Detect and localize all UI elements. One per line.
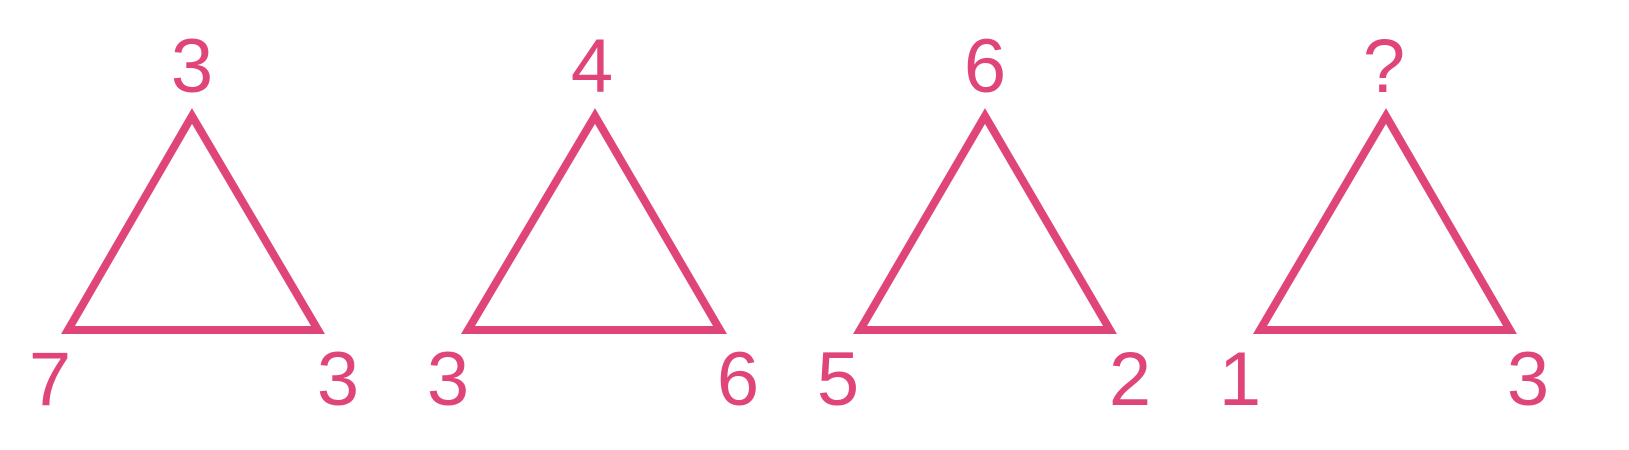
triangle-3 [860, 116, 1110, 330]
triangle-3-right-number: 2 [1108, 337, 1152, 422]
triangle-group-1 [29, 24, 359, 422]
triangle-group-2 [427, 24, 759, 422]
triangle-group-4 [1219, 24, 1549, 422]
triangle-group-3 [817, 24, 1151, 422]
triangle-4 [1260, 116, 1510, 330]
triangle-3-top-number: 6 [963, 24, 1007, 109]
triangle-1-top-number: 3 [170, 24, 214, 109]
triangle-4-top-number: ? [1362, 24, 1406, 109]
triangle-2-top-number: 4 [570, 24, 614, 109]
triangle-2-left-number: 3 [426, 337, 470, 422]
triangle-1-right-number: 3 [316, 337, 360, 422]
triangle-3-left-number: 5 [816, 337, 860, 422]
triangle-4-left-number: 1 [1218, 337, 1262, 422]
triangle-1 [68, 116, 318, 330]
triangle-4-right-number: 3 [1506, 337, 1550, 422]
triangle-2-right-number: 6 [716, 337, 760, 422]
triangle-2 [468, 116, 720, 330]
triangle-1-left-number: 7 [28, 337, 72, 422]
